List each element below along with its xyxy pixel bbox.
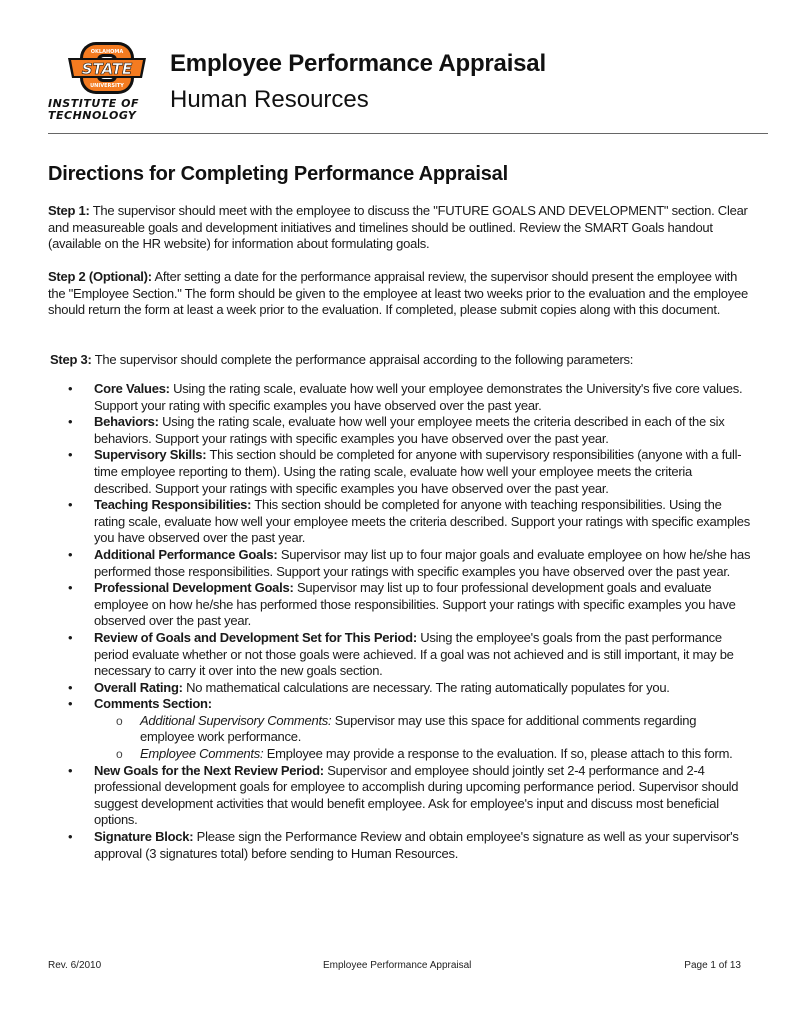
subitem-label: Additional Supervisory Comments: <box>140 712 332 728</box>
item-label: Review of Goals and Development Set for This Period: <box>94 629 417 645</box>
item-text: Using the rating scale, evaluate how well your employee meets the criteria described in each of the six behaviors. Support your ratings with specific examples you have observed over the past year. <box>94 414 725 446</box>
list-item-core-values <box>62 381 752 414</box>
item-text: Supervisor may list up to four professional development goals and evaluate employee on how he/she has performed those responsibilities. Support your ratings with specific examples you have observed over the past year. <box>94 580 736 629</box>
document-subtitle: Human Resources <box>170 86 369 113</box>
item-label: Comments Section: <box>94 696 212 712</box>
list-item-overall-rating <box>62 680 752 697</box>
footer-revision: Rev. 6/2010 <box>48 960 102 971</box>
list-item-signature-block <box>62 829 752 862</box>
item-label: Professional Development Goals: <box>94 580 294 596</box>
step-2-paragraph <box>48 269 748 319</box>
osu-o-logo-icon <box>66 40 148 96</box>
item-text: Using the rating scale, evaluate how well your employee demonstrates the University's five core values. Support your rating with specific examples you have observed over the past year. <box>94 381 743 413</box>
list-item-teaching-responsibilities <box>62 497 752 547</box>
item-text: No mathematical calculations are necessary. The rating automatically populates for you. <box>182 679 670 695</box>
list-item-supervisory-skills <box>62 447 752 497</box>
subitem-label: Employee Comments: <box>140 746 264 762</box>
step-text: After setting a date for the performance appraisal review, the supervisor should present the employee with the "Employee Section." The form should be given to the employee at least two weeks prior to the evaluation and the employee should return the form at least a week prior to the evaluation. If completed, please submit copies along with this document. <box>48 269 748 318</box>
item-text: This section should be completed for anyone with supervisory responsibilities (anyone with a full-time employee reporting to them). Using the rating scale, evaluate how well your employee meets the criteria described. Support your ratings with specific examples you have observed over the past year. <box>94 447 742 496</box>
item-label: Additional Performance Goals: <box>94 546 278 562</box>
institute-line-1: INSTITUTE OF <box>48 97 139 110</box>
item-text: Using the employee's goals from the past performance period evaluate whether or not those goals were achieved. If a goal was not achieved and is still important, it may be necessary to carry it over into the new goals section. <box>94 629 734 679</box>
step-text: The supervisor should meet with the employee to discuss the "FUTURE GOALS AND DEVELOPMENT" section. Clear and measureable goals and development initiatives and timelines should be outlined. Review the SMART Goals handout (available on the HR website) for information about formulating goals. <box>48 203 748 252</box>
item-text: This section should be completed for anyone with teaching responsibilities. Using the rating scale, evaluate how well your employee meets the criteria described. Support your ratings with specific examples you have observed over the past year. <box>94 497 750 546</box>
subitem-text: Employee may provide a response to the evaluation. If so, please attach to this form. <box>263 746 733 762</box>
step-text: The supervisor should complete the performance appraisal according to the following parameters: <box>91 352 634 367</box>
svg-text:UNIVERSITY: UNIVERSITY <box>90 83 124 89</box>
item-text: Please sign the Performance Review and obtain employee's signature as well as your supervisor's approval (3 signatures total) before sending to Human Resources. <box>94 829 739 861</box>
svg-text:OKLAHOMA: OKLAHOMA <box>90 49 124 55</box>
item-label: Overall Rating: <box>94 679 183 695</box>
item-label: New Goals for the Next Review Period: <box>94 762 324 778</box>
list-item-comments-section <box>62 696 752 762</box>
list-item-new-goals <box>62 763 752 829</box>
item-label: Supervisory Skills: <box>94 447 207 463</box>
item-label: Signature Block: <box>94 829 194 845</box>
list-item-professional-development-goals <box>62 580 752 630</box>
item-text: Supervisor and employee should jointly set 2-4 performance and 2-4 professional development goals for employee to accomplish during upcoming performance period. Supervisor should suggest development activities that would benefit employee. Ask for employee's input and discuss most beneficial options. <box>94 762 739 828</box>
footer-page-number: Page 1 of 13 <box>684 960 741 971</box>
item-label: Core Values: <box>94 381 170 396</box>
footer-title: Employee Performance Appraisal <box>323 960 472 971</box>
step-1-paragraph <box>48 203 748 253</box>
subitem-text: Supervisor may use this space for additional comments regarding employee work performance. <box>140 712 697 745</box>
step-label: Step 2 (Optional): <box>48 269 152 284</box>
comments-sublist <box>94 713 752 763</box>
item-text: Supervisor may list up to four major goals and evaluate employee on how he/she has performed those responsibilities. Support your ratings with specific examples you have observed over the past year. <box>94 546 751 579</box>
sublist-item-supervisory-comments <box>140 713 752 746</box>
osu-logo <box>48 40 158 126</box>
item-label: Behaviors: <box>94 414 159 430</box>
list-item-review-of-goals <box>62 630 752 680</box>
step-label: Step 1: <box>48 203 90 218</box>
step-3-paragraph <box>50 352 750 369</box>
step-label: Step 3: <box>50 352 92 367</box>
institute-text <box>48 98 158 122</box>
sublist-item-employee-comments <box>140 746 752 763</box>
header-divider <box>48 133 768 134</box>
section-title: Directions for Completing Performance Appraisal <box>48 163 508 185</box>
institute-line-2: TECHNOLOGY <box>48 109 137 122</box>
document-title: Employee Performance Appraisal <box>170 50 546 77</box>
list-item-behaviors <box>62 414 752 447</box>
parameters-list <box>62 381 752 862</box>
list-item-additional-performance-goals <box>62 547 752 580</box>
svg-text:STATE: STATE <box>81 60 133 78</box>
item-label: Teaching Responsibilities: <box>94 497 252 513</box>
